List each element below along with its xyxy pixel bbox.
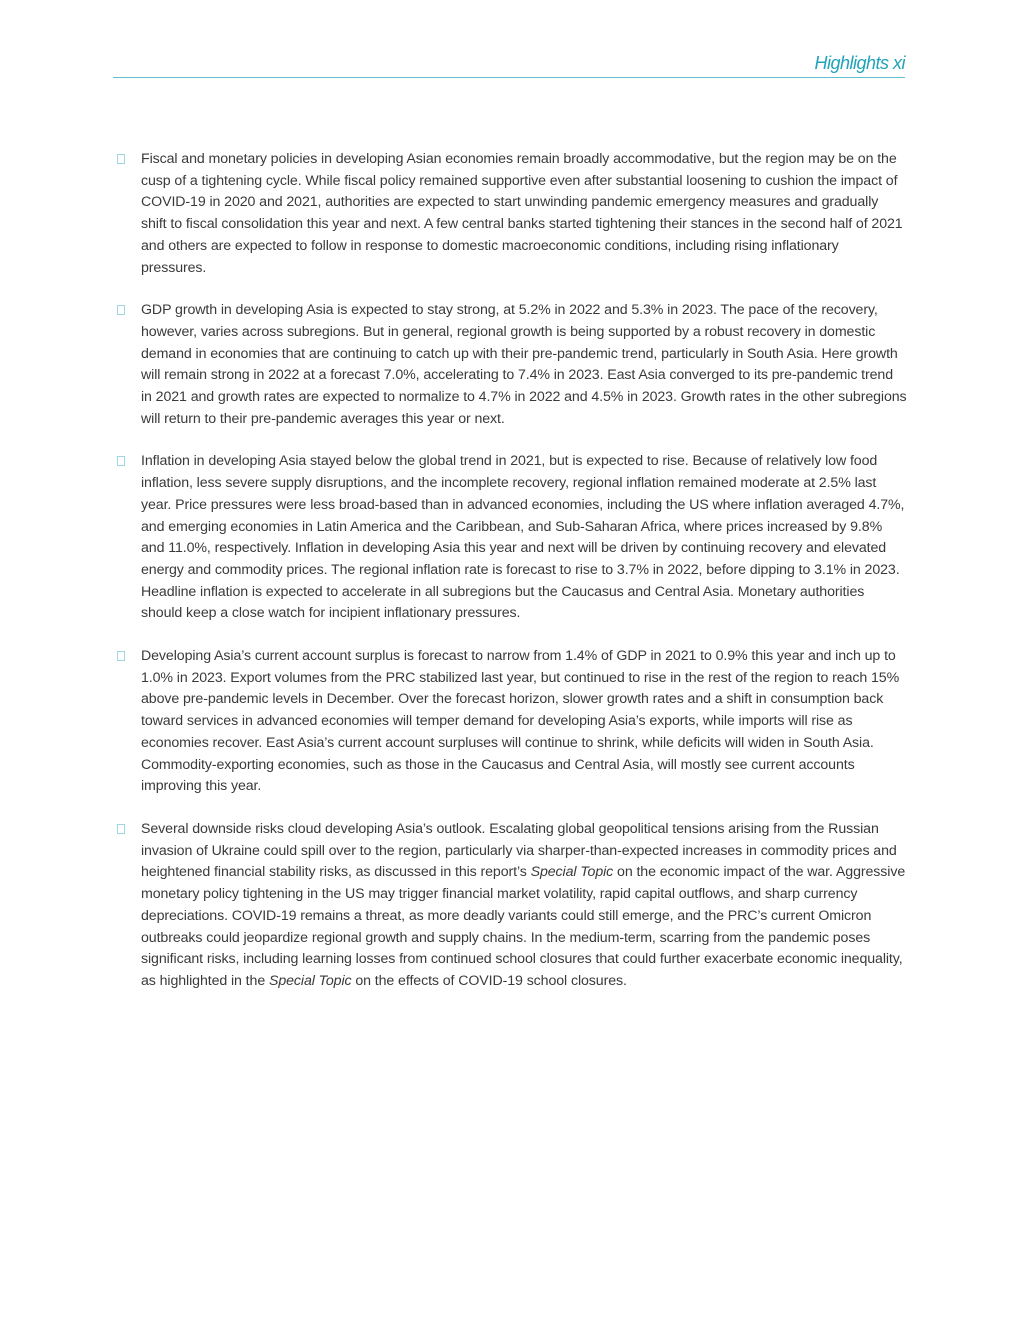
bullet-text: Fiscal and monetary policies in developing Asian economies remain broadly accommodative, but the region may be on the cusp of a tightening cycle. While fiscal policy remained supportive even after substantial loosening to cushion the impact of COVID-19 in 2020 and 2021, authorities are expected to start unwinding pandemic emergency measures and gradually shift to fiscal consolidation this year and next. A few central banks started tightening their stances in the second half of 2021 and others are expected to follow in response to domestic macroeconomic conditions, including rising inflationary pressures. [141,151,903,276]
running-header [113,52,905,78]
bullet-marker-icon [117,154,125,164]
bullet-text-part: on the economic impact of the war. Aggressive monetary policy tightening in the US may trigger financial market volatility, rapid capital outflows, and sharp currency depreciations. COVID-19 remains a threat, as more deadly variants could still emerge, and the PRC’s current Omicron outbreaks could jeopardize regional growth and supply chains. In the medium-term, scarring from the pandemic poses significant risks, including learning losses from continued school closures that could further exacerbate economic inequality, as highlighted in the [141,864,906,989]
bullet-marker-icon [117,651,125,661]
bullet-text: GDP growth in developing Asia is expected to stay strong, at 5.2% in 2022 and 5.3% in 2023. The pace of the recovery, however, varies across subregions. But in general, regional growth is being supported by a robust recovery in domestic demand in economies that are continuing to catch up with their pre-pandemic trend, particularly in South Asia. Here growth will remain strong in 2022 at a forecast 7.0%, accelerating to 7.4% in 2023. East Asia converged to its pre-pandemic trend in 2021 and growth rates are expected to normalize to 4.7% in 2022 and 4.5% in 2023. Growth rates in the other subregions will return to their pre-pandemic averages this year or next. [141,302,907,427]
bullet-item-current-account [117,646,907,798]
special-topic-reference: Special Topic [530,864,614,881]
bullet-marker-icon [117,305,125,315]
bullet-text: Developing Asia’s current account surplus is forecast to narrow from 1.4% of GDP in 2021 to 0.9% this year and inch up to 1.0% in 2023. Export volumes from the PRC stabilized last year, but continued to rise in the rest of the region to reach 15% above pre-pandemic levels in December. Over the forecast horizon, slower growth rates and a shift in consumption back toward services in advanced economies will temper demand for developing Asia’s exports, while imports will rise as economies recover. East Asia’s current account surpluses will continue to shrink, while deficits will widen in South Asia. Commodity-exporting economies, such as those in the Caucasus and Central Asia, will mostly see current accounts improving this year. [141,648,900,795]
bullet-text-part: on the effects of COVID-19 school closures. [355,972,627,989]
bullet-text-part: Several downside risks cloud developing Asia’s outlook. Escalating global geopolitical tensions arising from the Russian invasion of Ukraine could spill over to the region, particularly via sharper-than-expected increases in commodity prices and heightened financial stability risks, as discussed in this report’s [141,820,897,881]
bullet-item-fiscal-monetary [117,149,907,279]
bullet-item-downside-risks [117,819,907,993]
bullet-marker-icon [117,456,125,466]
bullet-marker-icon [117,824,125,834]
special-topic-reference: Special Topic [268,972,352,989]
bullet-item-gdp-growth [117,300,907,430]
page-header-title: Highlights xi [814,53,905,73]
highlights-bullet-list [117,149,907,1014]
bullet-item-inflation [117,451,907,625]
bullet-text [141,819,907,993]
bullet-text: Inflation in developing Asia stayed below the global trend in 2021, but is expected to rise. Because of relatively low food inflation, less severe supply disruptions, and the incomplete recovery, regional inflation remained moderate at 2.5% last year. Price pressures were less broad-based than in advanced economies, including the US where inflation averaged 4.7%, and emerging economies in Latin America and the Caribbean, and Sub-Saharan Africa, where prices increased by 9.8% and 11.0%, respectively. Inflation in developing Asia this year and next will be driven by continuing recovery and elevated energy and commodity prices. The regional inflation rate is forecast to rise to 3.7% in 2022, before dipping to 3.1% in 2023. Headline inflation is expected to accelerate in all subregions but the Caucasus and Central Asia. Monetary authorities should keep a close watch for incipient inflationary pressures. [141,453,905,622]
